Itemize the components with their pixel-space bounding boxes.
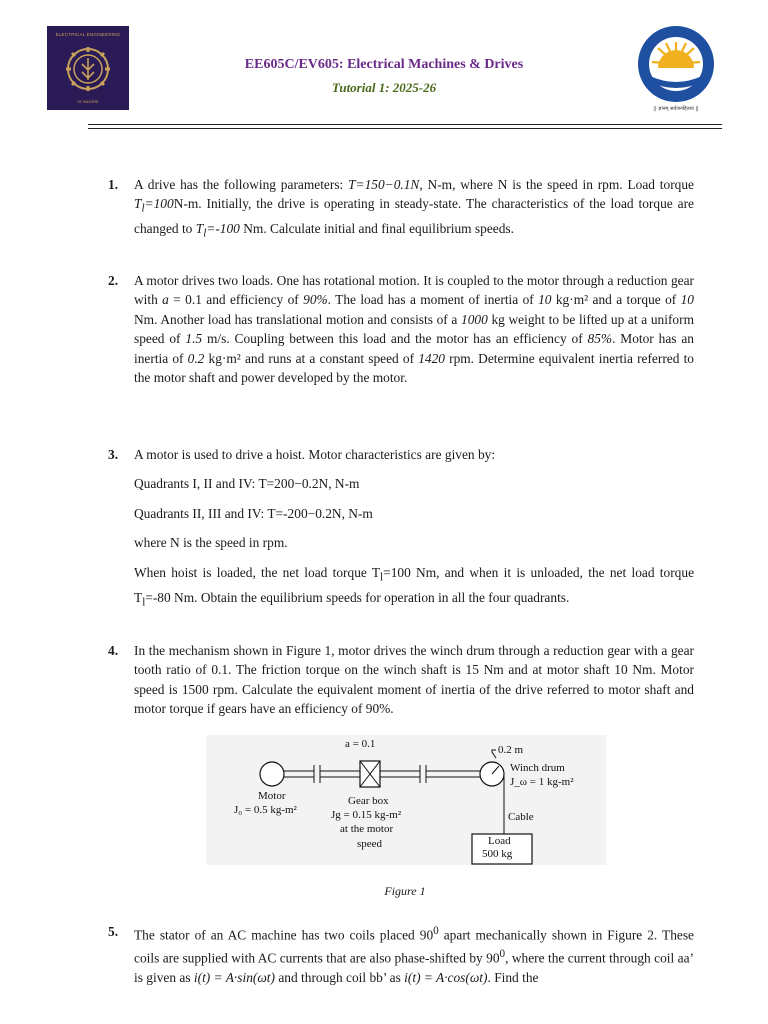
question-5 (108, 922, 694, 987)
question-text: A motor drives two loads. One has rotational motion. It is coupled to the motor through a reduction gear with a = 0.1 and efficiency of 90%. The load has a moment of inertia of 10 kg·m² and a torque of 10 Nm. Another load has translational motion and consists of a 1000 kg weight to be lifted up at a uniform speed of 1.5 m/s. Coupling between this load and the motor has an efficiency of 85%. Motor has an inertia of 0.2 kg·m² and runs at a constant speed of 1420 rpm. Determine equivalent inertia referred to the motor shaft and power developed by the motor. (134, 273, 694, 386)
figure-1-caption: Figure 1 (384, 884, 426, 898)
logo-left-bottom-text: IIT INDORE (77, 99, 99, 104)
gearbox-note-1: at the motor (340, 823, 394, 835)
load-mass-label: 500 kg (482, 848, 513, 860)
question-4 (108, 641, 694, 719)
question-number: 1. (108, 177, 119, 192)
gearbox-inertia-label: Jg = 0.15 kg-m² (331, 809, 402, 821)
motor-label: Motor (258, 790, 286, 802)
gearbox-note-2: speed (357, 838, 383, 850)
course-title: EE605C/EV605: Electrical Machines & Drives (244, 57, 524, 72)
question-text: A motor is used to drive a hoist. Motor characteristics are given by: Quadrants I, II and IV: T=200−0.2N, N-m Quadrants II, III and IV: T=-200−0.2N, N-m where N is the speed in rpm. When hoist is loaded, the net load torque $T_l=100$ Nm, and when it is unloaded, the net load torque $T_l=-80$ Nm. Obtain the equilibrium speeds for operation in all the four quadrants. (134, 447, 695, 609)
question-text: The stator of an AC machine has two coils placed $90^0$ apart mechanically shown in Figure 2. These coils are supplied with AC currents that are also phase-shifted by $90^0$, where the current through coil aa’ is given as i(t) = A·sin(ωt) and through coil bb’ as i(t) = A·cos(ωt). Find the (134, 925, 694, 985)
drum-radius-label: 0.2 m (498, 744, 524, 756)
motor-inertia-label: J₀ = 0.5 kg-m² (234, 804, 297, 816)
question-text: A drive has the following parameters: T=150−0.1N, N-m, where N is the speed in rpm. Load torque $T_l=100N-m$. Initially, the drive is operating in steady-state. The characteristics of the load torque are changed to $T_l=-100$ Nm. Calculate initial and final equilibrium speeds. (134, 177, 694, 241)
cable-label: Cable (508, 811, 534, 823)
header-rule-bottom (88, 128, 722, 129)
question-number: 2. (108, 273, 119, 288)
logo-motto: || ज्ञानम् सर्वजनहिताय || (653, 106, 699, 112)
institute-emblem-icon (628, 24, 724, 108)
question-number: 4. (108, 643, 119, 658)
question-number: 3. (108, 447, 119, 462)
question-1 (108, 175, 694, 245)
load-label: Load (488, 835, 511, 847)
question-text: In the mechanism shown in Figure 1, motor drives the winch drum through a reduction gear with a gear tooth ratio of 0.1. The friction torque on the winch shaft is 15 Nm and at motor shaft 10 Nm. Motor speed is 1500 rpm. Calculate the equivalent moment of inertia of the drive referred to motor shaft and motor torque if gears have an efficiency of 90%. (134, 643, 694, 717)
tutorial-title: Tutorial 1: 2025-26 (331, 80, 437, 95)
drum-label: Winch drum (510, 762, 565, 774)
motor-symbol (260, 762, 284, 786)
question-number: 5. (108, 924, 119, 939)
gear-ratio-label: a = 0.1 (345, 738, 376, 750)
gearbox-label: Gear box (348, 795, 389, 807)
question-2 (108, 271, 694, 387)
logo-left-top-text: ELECTRICAL ENGINEERING (55, 32, 121, 37)
question-3 (108, 445, 694, 613)
institute-logo (628, 24, 724, 120)
drum-inertia-label: J_ω = 1 kg-m² (510, 776, 574, 788)
header-rule-top (88, 124, 722, 125)
